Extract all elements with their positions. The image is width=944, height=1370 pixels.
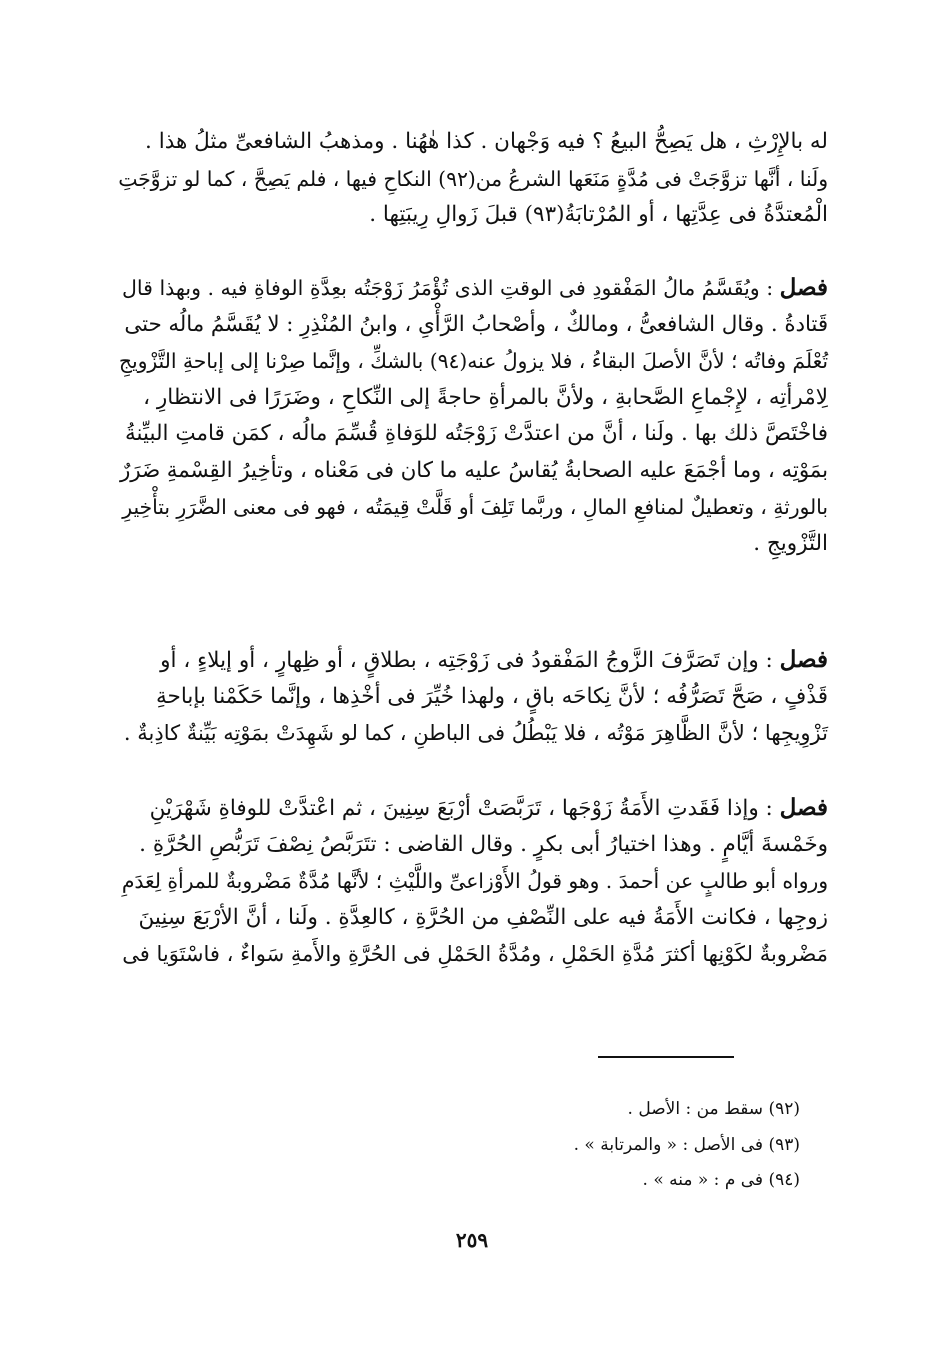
- text-line: وخَمْسةَ أيَّامٍ . وهذا اختيارُ أبى بكرٍ . وقال القاضى : تتَرَبَّصُ نِصْفَ تَرَبُّصِ الحُرَّةِ .: [139, 831, 828, 857]
- text-fragment: : وإذا فَقَدتِ الأَمَةُ زَوْجَها ، تَرَبَّصَتْ أرْبَعَ سِنِينَ ، ثم اعْتدَّتْ للوفاةِ شَهْرَيْنِ: [149, 796, 773, 821]
- footnote-separator: [598, 1056, 734, 1058]
- text-fragment: : ويُقَسَّمُ مالُ المَفْقودِ فى الوقتِ الذى تُؤْمَرُ زَوْجَتُه بعِدَّةِ الوفاةِ فيه . وبهذا قال: [122, 276, 774, 300]
- page-number: ٢٥٩: [455, 1228, 489, 1252]
- text-line: ولَنا ، أنَّها تزوَّجَتْ فى مُدَّةٍ مَنَعَها الشرعُ من(٩٢) النكاحِ فيها ، فلم يَصِحَّ ، كما لو تزوَّجَتِ: [118, 166, 828, 191]
- text-line: قَتادةُ . وقال الشافعىُّ ، ومالكٌ ، وأصْحابُ الرَّأْىِ ، وابنُ المُنْذِرِ : لا يُقَسَّمُ مالُه حتى: [124, 311, 828, 337]
- text-line: لِامْرأتِه ، لإِجْماعِ الصَّحابةِ ، ولأنَّ بالمرأةِ حاجةً إلى النِّكاحِ ، وضَرَرًا فى الانتظارِ ،: [143, 384, 828, 410]
- text-line: مَضْروبةٌ لكَوْنِها أكثرَ مُدَّةِ الحَمْلِ ، ومُدَّةُ الحَمْلِ فى الحُرَّةِ والأَمةِ سَواءٌ ، فاسْتَوَيا فى: [122, 942, 828, 966]
- text-line: تُعْلَمَ وفاتُه ؛ لأنَّ الأصلَ البقاءُ ، فلا يزولُ عنه(٩٤) بالشكِّ ، وإنَّما صِرْنا إلى إباحةِ التَّزْويجِ: [118, 349, 828, 373]
- text-line: زوجِها ، فكانت الأَمَةُ فيه على النِّصْفِ من الحُرَّةِ ، كالعِدَّةِ . ولَنا ، أنَّ الأرْبَعَ سِنِينَ: [138, 904, 828, 930]
- text-line: [118, 790, 828, 827]
- section-keyword: فصل: [779, 646, 828, 673]
- footnote: (٩٣) فى الأصل : « والمرتابة » .: [573, 1134, 800, 1155]
- footnote: (٩٤) فى م : « منه » .: [642, 1170, 800, 1190]
- text-line: تَزْوِيجِها ؛ لأنَّ الظَّاهِرَ مَوْتُه ، فلا يَبْطُلُ فى الباطنِ ، كما لو شَهِدَتْ بمَوْتِه بَيِّنةٌ كاذِبةٌ .: [123, 721, 828, 745]
- text-line: التَّزْويجِ .: [753, 530, 828, 556]
- text-line: الْمُعتدَّةُ فى عِدَّتِها ، أو المُرْتابَةُ(٩٣) قبلَ زَوالِ رِيبَتِها .: [369, 202, 828, 227]
- text-line: بالورثةِ ، وتعطيلٌ لمنافعِ المالِ ، وربَّما تَلِفَ أو قَلَّتْ قِيمَتُه ، فهو فى معنى الضَّرَرِ بتأْخِيرِ: [122, 495, 828, 519]
- section-keyword: فصل: [779, 794, 828, 821]
- text-line: له بالإِرْثِ ، هل يَصِحُّ البيعُ ؟ فيه وَجْهان . كذا هٰهُنا . ومذهبُ الشافعىِّ مثلُ هذا .: [145, 129, 828, 154]
- section-keyword: فصل: [779, 274, 828, 301]
- footnotes: [400, 1092, 800, 1199]
- text-line: [118, 270, 828, 307]
- paragraph-3: [118, 642, 828, 752]
- text-line: فاخْتَصَّ ذلك بها . ولَنا ، أنَّ من اعتدَّتْ زَوْجَتُه للوَفاةِ قُسِّمَ مالُه ، كمَن قامتِ البيِّنةُ: [125, 421, 828, 446]
- text-line: [118, 642, 828, 679]
- footnote: (٩٢) سقط من : الأصل .: [627, 1099, 800, 1119]
- text-fragment: : وإن تَصَرَّفَ الزَّوجُ المَفْقودُ فى زَوْجَتِه ، بطلاقٍ ، أو ظِهارٍ ، أو إيلاءٍ ، أو: [160, 648, 773, 673]
- text-line: قَذْفٍ ، صَحَّ تَصَرُّفُه ؛ لأنَّ نِكاحَه باقٍ ، ولهذا خُيِّرَ فى أخْذِها ، وإنَّما حَكَمْنا بإباحةِ: [156, 683, 828, 709]
- text-line: بمَوْتِه ، وما أجْمَعَ عليه الصحابةُ يُقاسُ عليه ما كان فى مَعْناه ، وتأخِيرُ القِسْمةِ ضَرَرٌ: [120, 457, 828, 483]
- paragraph-2: [118, 270, 828, 562]
- paragraph-4: [118, 790, 828, 973]
- text-line: ورواه أبو طالبٍ عن أحمدَ . وهو قولُ الأَوْزاعىِّ واللَّيْثِ ؛ لأنَّها مُدَّةٌ مَضْروبةٌ للمرأةِ لِعَدَمِ: [121, 869, 828, 893]
- paragraph-1: [118, 124, 828, 234]
